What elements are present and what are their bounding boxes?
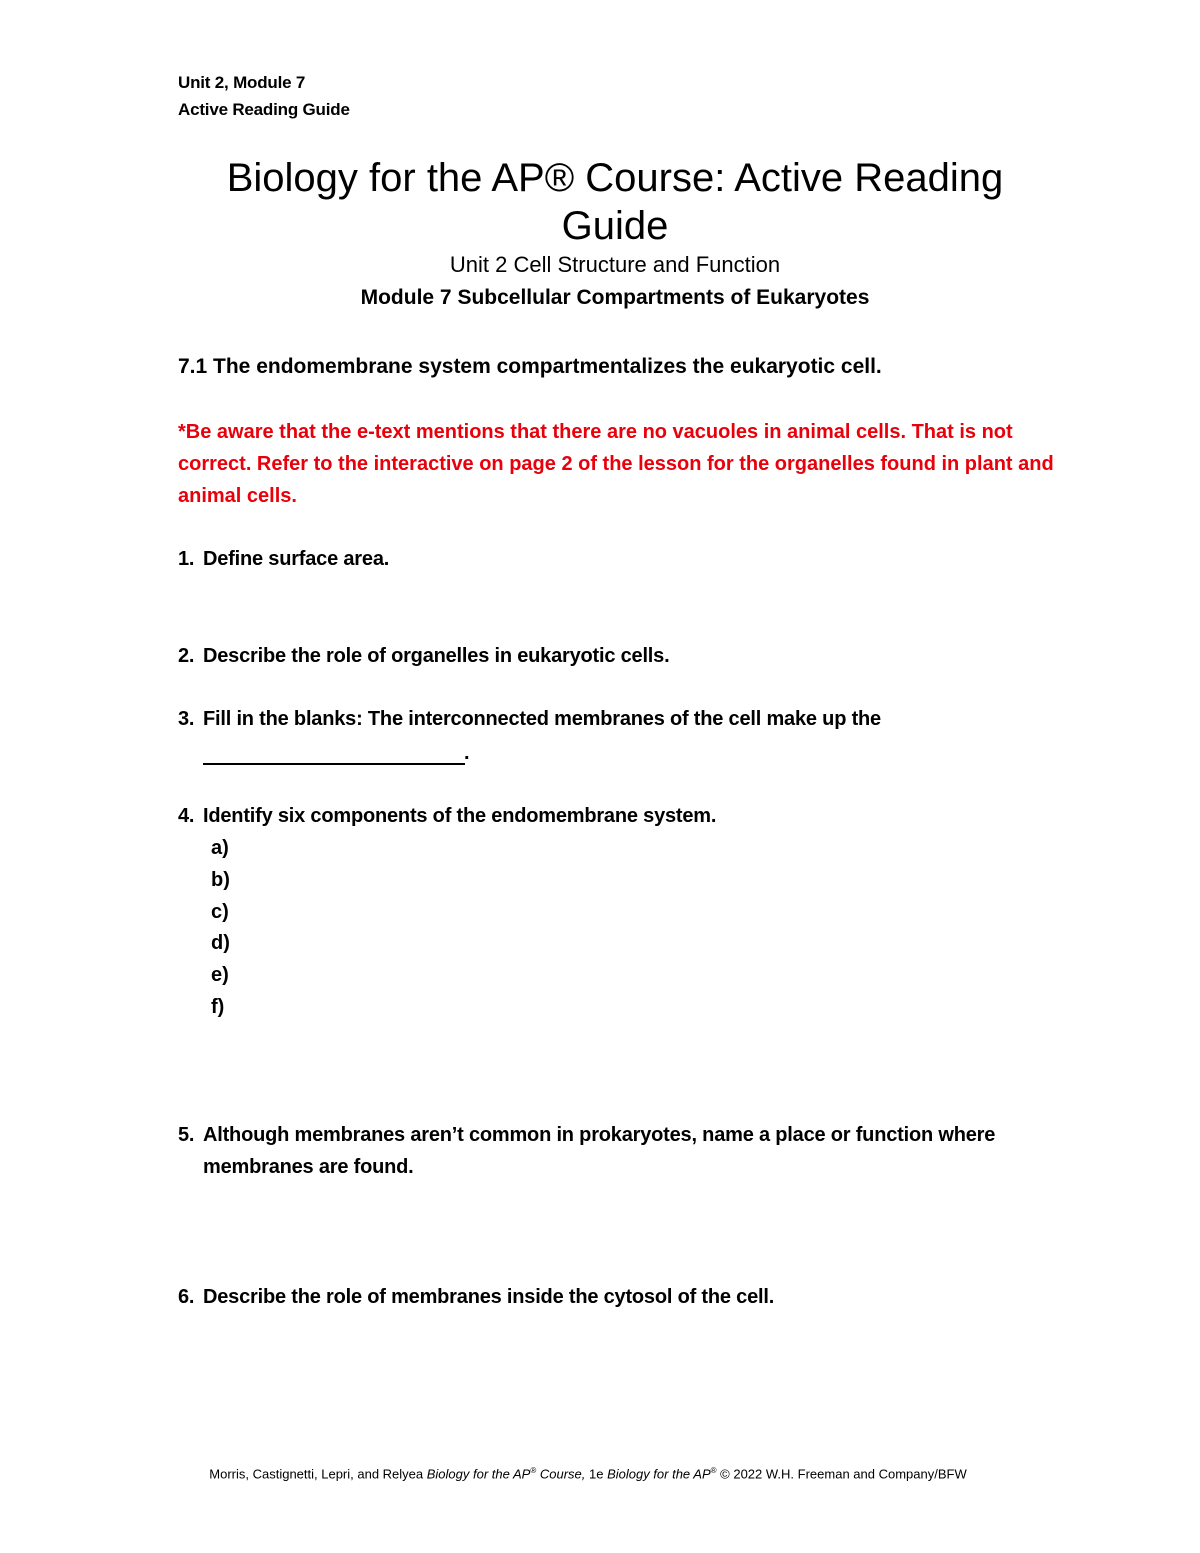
footer-book-title-2: Biology for the AP [607, 1466, 711, 1482]
question-4 [178, 805, 716, 828]
footer-book-title-tail: Course, [536, 1466, 586, 1482]
section-heading: 7.1 The endomembrane system compartmentalizes the eukaryotic cell. [178, 355, 882, 378]
blank-period: . [464, 742, 470, 764]
unit-subtitle: Unit 2 Cell Structure and Function [449, 252, 781, 277]
question-number: 1. [178, 548, 195, 570]
question-5-continued: membranes are found. [203, 1156, 414, 1178]
question-number: 4. [178, 805, 195, 827]
fill-in-blank-line[interactable] [203, 763, 465, 765]
question-number: 3. [178, 708, 195, 730]
list-item-a: a) [211, 837, 229, 859]
footer-copyright: © 2022 W.H. Freeman and Company/BFW [716, 1466, 967, 1482]
list-item-e: e) [211, 964, 229, 986]
header-unit-module: Unit 2, Module 7 [178, 73, 306, 92]
question-text: Fill in the blanks: The interconnected membranes of the cell make up the [203, 708, 881, 730]
footer-registered-mark: ® [530, 1466, 537, 1475]
question-text: Identify six components of the endomembrane system. [203, 805, 717, 827]
list-item-f: f) [211, 996, 225, 1018]
question-text: Describe the role of organelles in eukaryotic cells. [203, 645, 670, 667]
footer-registered-mark-2: ® [710, 1466, 717, 1475]
header-guide-label: Active Reading Guide [178, 100, 350, 119]
footer-edition: 1e [585, 1466, 608, 1482]
question-2 [178, 645, 669, 668]
footer-book-title: Biology for the AP [426, 1466, 531, 1482]
question-number: 5. [178, 1124, 195, 1146]
page-title-line2: Guide [561, 204, 669, 248]
question-text: Define surface area. [203, 548, 390, 570]
question-3 [178, 708, 881, 731]
question-number: 2. [178, 645, 195, 667]
page-title-line1: Biology for the AP® Course: Active Reading [226, 156, 1004, 200]
list-item-d: d) [211, 932, 230, 954]
question-number: 6. [178, 1286, 195, 1308]
list-item-c: c) [211, 901, 229, 923]
question-1 [178, 548, 389, 571]
page-footer [0, 1466, 1176, 1481]
question-text: Although membranes aren’t common in prokaryotes, name a place or function where [203, 1124, 996, 1146]
module-title: Module 7 Subcellular Compartments of Eukaryotes [360, 286, 870, 309]
question-6 [178, 1286, 774, 1309]
list-item-b: b) [211, 869, 230, 891]
warning-note: *Be aware that the e-text mentions that there are no vacuoles in animal cells. That is not correct. Refer to the interactive on page 2 of the lesson for the organelles found in plant and animal cells. [178, 421, 1054, 507]
footer-authors: Morris, Castignetti, Lepri, and Relyea [209, 1466, 427, 1482]
question-text: Describe the role of membranes inside the cytosol of the cell. [203, 1286, 775, 1308]
question-5 [178, 1124, 995, 1147]
